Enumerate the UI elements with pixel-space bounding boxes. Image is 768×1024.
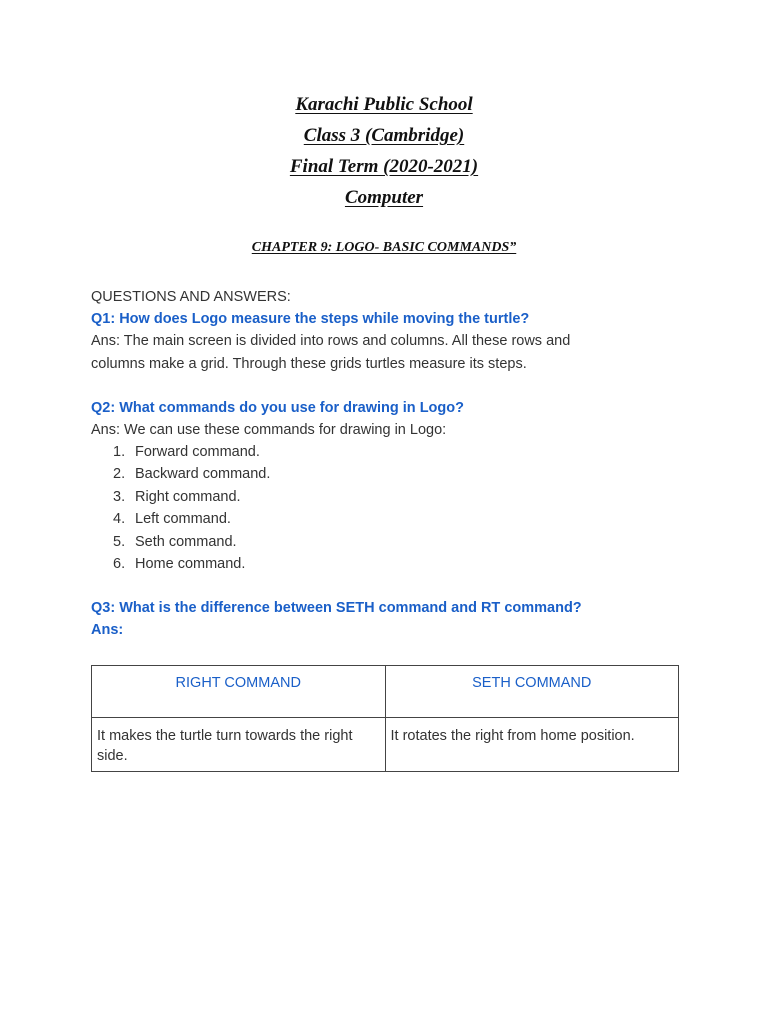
table-cell-right-description: It makes the turtle turn towards the right side. [92,718,386,772]
q1-answer-line-2: columns make a grid. Through these grids turtles measure its steps. [91,356,527,372]
list-item [113,441,270,463]
list-item [113,508,270,530]
section-heading: QUESTIONS AND ANSWERS: [91,289,291,305]
q2-command-list [113,441,270,575]
list-item-text: Home command. [135,556,246,573]
subject-title: Computer [344,187,424,208]
list-item-number: 4. [113,511,126,528]
table-row [92,718,679,772]
table-header-row [92,666,679,718]
q1-answer-line-1: Ans: The main screen is divided into rows and columns. All these rows and [91,333,571,349]
comparison-table [91,665,679,772]
list-item [113,553,270,575]
school-name: Karachi Public School [295,94,473,115]
list-item [113,531,270,553]
q2-question: Q2: What commands do you use for drawing in Logo? [91,400,464,416]
list-item [113,463,270,485]
list-item-text: Forward command. [135,444,260,460]
table-header-right-command: RIGHT COMMAND [92,666,386,718]
list-item [113,486,270,508]
q2-answer-intro: Ans: We can use these commands for drawing in Logo: [91,422,447,438]
chapter-title: CHAPTER 9: LOGO- BASIC COMMANDS” [251,240,517,255]
q3-question: Q3: What is the difference between SETH command and RT command? [91,600,582,616]
list-item-text: Right command. [135,488,241,505]
class-title: Class 3 (Cambridge) [303,125,465,146]
list-item-text: Backward command. [135,466,271,483]
term-title: Final Term (2020-2021) [289,156,479,177]
list-item-number: 6. [113,556,126,573]
list-item-text: Seth command. [135,533,237,550]
q3-answer-label: Ans: [91,622,124,638]
q1-question: Q1: How does Logo measure the steps while moving the turtle? [91,311,530,327]
table-cell-seth-description: It rotates the right from home position. [385,718,679,772]
list-item-number: 2. [113,466,126,483]
list-item-number: 5. [113,533,126,550]
table-header-seth-command: SETH COMMAND [385,666,679,718]
list-item-text: Left command. [135,511,231,528]
list-item-number: 1. [113,444,126,460]
list-item-number: 3. [113,488,126,505]
